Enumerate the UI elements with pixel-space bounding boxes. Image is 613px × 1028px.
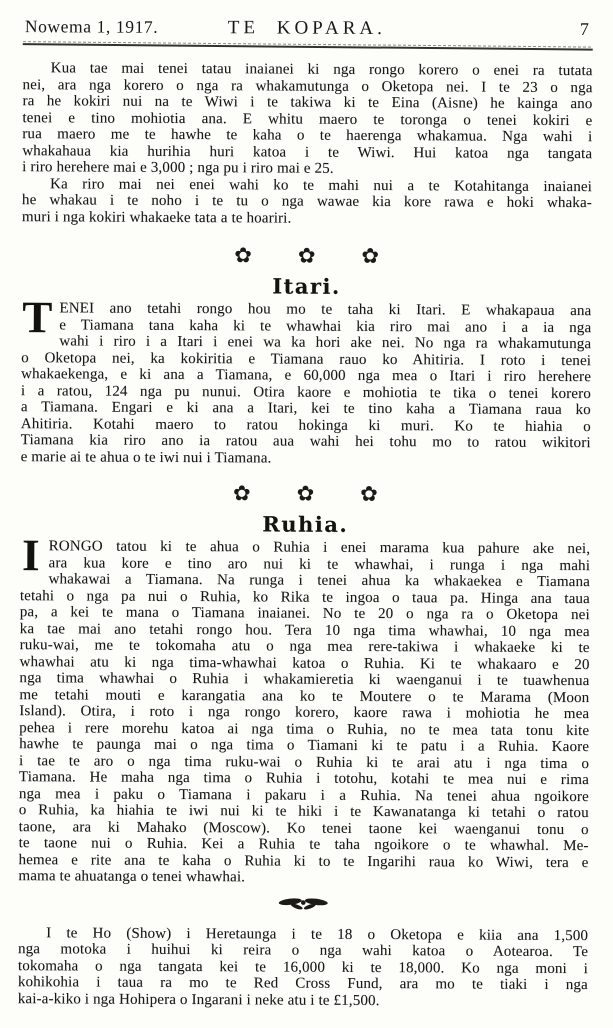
- text-line: o Oketopa nei, ka kokiritia e Tiamana rauo ko Ahitiria. I roto i tenei: [21, 349, 592, 369]
- text-line: ruku-wai, me te tokomaha atu o nga mea rere-takiwa i whakaeke ki te: [19, 637, 590, 657]
- section-ruhia-body: [18, 530, 591, 887]
- text-line: hawhe te paunga mai o nga tima o Tiamani ki te patu i a Ruhia. Kaore: [19, 736, 590, 756]
- section-title-itari: Itari.: [272, 273, 341, 299]
- text-line: tenei e tino mohiotia ana. E whitu maero te toronga o tenei kokiri e: [22, 109, 593, 129]
- text-line: Tiamana. He maha nga tima o Ruhia i totohu, kotahi te mea nui e rima: [18, 769, 589, 789]
- text-line: me tetahi mouti e karangatia ana ko te Moutere o te Marama (Moon: [19, 686, 590, 706]
- rosette-ornament-icon: ✿: [296, 481, 315, 506]
- text-line: whakaekenga, e ki ana a Tiamana, e 60,000 nga mea o Itari i riro herehere: [20, 366, 592, 386]
- text-line: Island). Otira, i roto i nga rongo korero, kaore rawa i mohiotia he mea: [19, 703, 590, 723]
- text-line: muri i nga kokiri whakaeke tata a te hoariri.: [21, 208, 292, 227]
- text-line: kohikohia i taua ra mo te Red Cross Fund, ara mo te tiaki i nga: [17, 974, 588, 994]
- text-line: e marie ai te ahua o te iwi nui i Tiamana.: [20, 448, 272, 466]
- text-line: a Tiamana. Engari e ki ana a Itari, kei te tino kaha a Tiamana raua ko: [20, 399, 591, 419]
- issue-date: Nowema 1, 1917.: [24, 16, 159, 37]
- ornament-row: [20, 480, 590, 507]
- text-line: nga tima whawhai o Ruhia i whakamieretia ki waenganui i te tuawhenua: [19, 670, 590, 690]
- text-line: pehea i rere morehu katoa ai nga tima o Ruhia, no te mea tata tonu kite: [19, 719, 590, 739]
- text-line: nga mea i paku o Tiamana i pakaru i a Ruhia. Na tenei ahua ngoikore: [18, 785, 589, 805]
- text-line: ka tae mai ano tetahi rongo hou. Tera 10 nga tima whawhai, 10 nga mea: [19, 620, 590, 640]
- text-line: whakawai a Tiamana. Na runga i tenei ahua ka whakaekea e Tiamana: [48, 571, 591, 591]
- text-line: mama te ahuatanga o tenei whawhai.: [18, 868, 246, 886]
- text-line: i a ratou, 124 nga pu nunui. Otira kaore e mohiotia te tika o tenei korero: [20, 382, 591, 402]
- text-line: ra he kokiri nui na te Wiwi i te takiwa ki te Eina (Aisne) he kainga ano: [22, 93, 593, 113]
- text-line: tetahi o nga pa nui o Ruhia, ko Rika te ingoa o taua pa. Hinga ana taua: [19, 587, 590, 607]
- page-header: [23, 14, 593, 41]
- text-line: I te Ho (Show) i Heretaunga i te 18 o Oketopa e kiia ana 1,500: [46, 924, 589, 944]
- text-line: i tae te aro o nga tima ruku-wai o Ruhia ki te arai atu i nga tima o: [18, 752, 590, 772]
- text-line: i riro herehere mai e 3,000 ; nga pu i riro mai e 25.: [22, 159, 334, 177]
- page-number: 7: [579, 19, 589, 40]
- text-line: RONGO tatou ki te ahua o Ruhia i enei marama kua pahure ake nei,: [48, 538, 591, 558]
- text-line: tokomaha o nga tangata kei te 16,000 ki te 18,000. Ko nga moni i: [17, 957, 588, 977]
- text-line: ENEI ano tetahi rongo hou mo te taha ki Itari. E whakapaua ana: [59, 300, 592, 320]
- text-line: te taone nui o Ruhia. Kei a Ruhia te taha ngoikore o te whawhal. Me-: [18, 835, 589, 855]
- text-line: wahi i riro i a Itari i enei wa ka hori ake nei. No nga ra whakamutunga: [59, 333, 592, 353]
- text-line: pa, a kei te mana o Tiamana inaianei. No te 20 o nga ra o Oketopa nei: [19, 604, 590, 624]
- lead-paragraph: [22, 60, 593, 178]
- text-line: Tiamana kia riro ano ia ratou aua wahi hei tohu mo to ratou wikitori: [20, 432, 591, 452]
- leaf-divider-icon: [18, 894, 588, 915]
- rosette-ornament-icon: ✿: [234, 243, 252, 268]
- rosette-ornament-icon: ✿: [232, 481, 251, 506]
- text-line: nga motoka i huihui ki reira o nga wahi katoa o Aotearoa. Te: [17, 941, 589, 961]
- text-line: o Ruhia, ka hiahia te iwi nui ki te hiki i te Kawanatanga ki tetahi o ratou: [18, 802, 589, 822]
- text-line: nei, ara nga korero o nga ra whakamutunga o Oketopa nei. I te 23 o nga: [22, 76, 593, 96]
- text-line: kai-a-kiko i nga Hohipera o Ingarani i neke atu i te £1,500.: [17, 990, 380, 1009]
- text-line: Kua tae mai tenei tatau inaianei ki nga rongo korero o enei ra tutata: [50, 60, 593, 80]
- text-line: hemea e rite ana te kaha o Ruhia ki to te Ingarihi raua ko Wiwi, tera e: [18, 851, 589, 871]
- closing-paragraph: [18, 925, 588, 1010]
- text-line: he whakau i te noho i te tu o nga wawae kia kore rawa e hoki whaka-: [21, 192, 592, 212]
- rosette-ornament-icon: ✿: [360, 481, 378, 506]
- text-line: whawhai atu ki nga tima-whawhai katoa o Ruhia. Ki te whakaaro e 20: [19, 653, 590, 673]
- section-itari-body: [20, 292, 592, 468]
- text-line: Ka riro mai nei enei wahi ko te mahi nui a te Kotahitanga inaianei: [49, 175, 593, 195]
- section-title-ruhia: Ruhia.: [262, 511, 349, 537]
- rosette-ornament-icon: ✿: [361, 243, 380, 268]
- drop-cap: I: [21, 530, 40, 581]
- text-line: ara kua kore e tino aro nui ki te whawhai, i runga i nga mahi: [48, 554, 591, 574]
- drop-cap: T: [22, 292, 53, 343]
- ornament-row: [22, 242, 592, 269]
- text-line: Ahitiria. Kotahi maero to ratou hokinga ki muri. Ko te hiahia o: [20, 415, 591, 435]
- rosette-ornament-icon: ✿: [297, 243, 316, 268]
- masthead-title: TE KOPARA.: [227, 17, 386, 40]
- text-line: e Tiamana tana kaha ki te whawhai kia riro mai ano i a ia nga: [59, 316, 592, 336]
- text-line: whakahaua kia hurihia huri katoa i te Wiwi. Hui katoa nga tangata: [22, 142, 593, 162]
- text-line: taone, ara ki Mahako (Moscow). Ko tenei taone kei waenganui tonu o: [18, 818, 589, 838]
- follow-paragraph: [22, 176, 592, 228]
- header-rule: [23, 41, 593, 50]
- text-line: rua maero me te hawhe te kaha o te haerenga whakamua. Nga wahi i: [22, 126, 593, 146]
